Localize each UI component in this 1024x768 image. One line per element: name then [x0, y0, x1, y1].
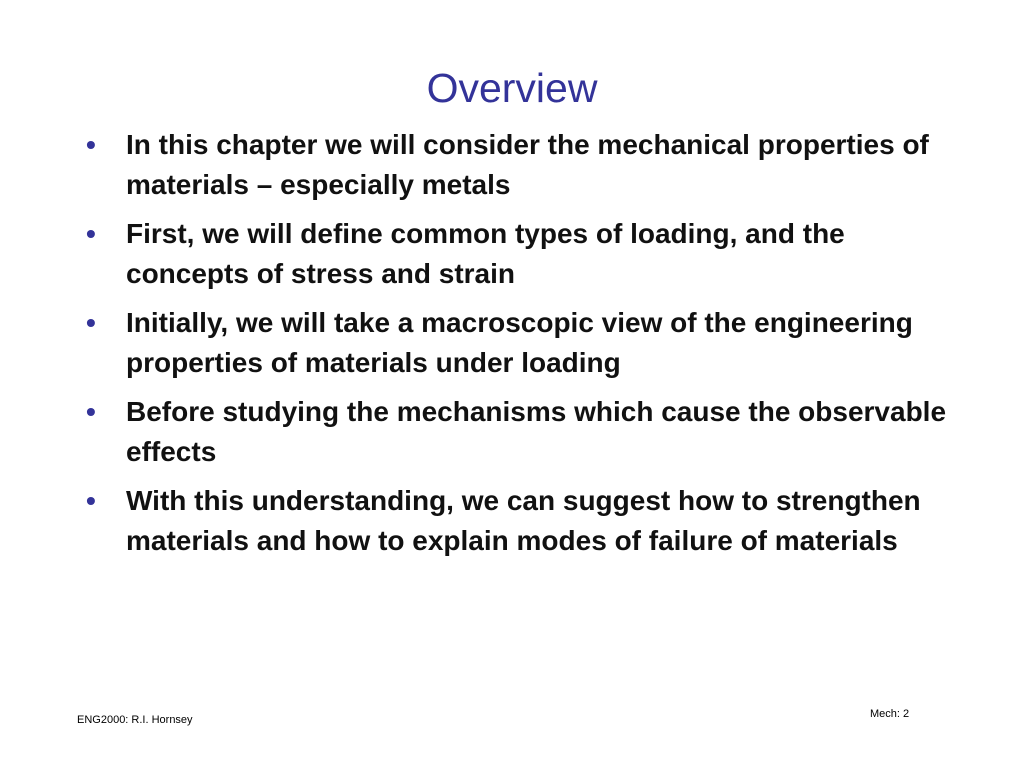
bullet-icon: • — [86, 307, 96, 338]
bullet-text: With this understanding, we can suggest how to strengthen materials and how to explain modes of failure of materials — [126, 485, 921, 556]
bullet-item-1 — [86, 125, 966, 205]
bullet-icon: • — [86, 396, 96, 427]
bullet-icon: • — [86, 218, 96, 249]
footer-slide-number: Mech: 2 — [870, 708, 910, 720]
bullet-item-3 — [86, 303, 966, 383]
bullet-list — [86, 125, 966, 570]
bullet-item-2 — [86, 214, 966, 294]
footer-course-author: ENG2000: R.I. Hornsey — [77, 714, 193, 726]
bullet-text: Before studying the mechanisms which cause the observable effects — [126, 396, 947, 467]
bullet-icon: • — [86, 485, 96, 516]
bullet-icon: • — [86, 129, 96, 160]
bullet-item-5 — [86, 481, 966, 561]
bullet-text: In this chapter we will consider the mechanical properties of materials – especially metals — [126, 129, 929, 200]
slide-title: Overview — [426, 65, 598, 111]
bullet-text: Initially, we will take a macroscopic view of the engineering properties of materials under loading — [126, 307, 913, 378]
bullet-item-4 — [86, 392, 966, 472]
bullet-text: First, we will define common types of loading, and the concepts of stress and strain — [126, 218, 845, 289]
